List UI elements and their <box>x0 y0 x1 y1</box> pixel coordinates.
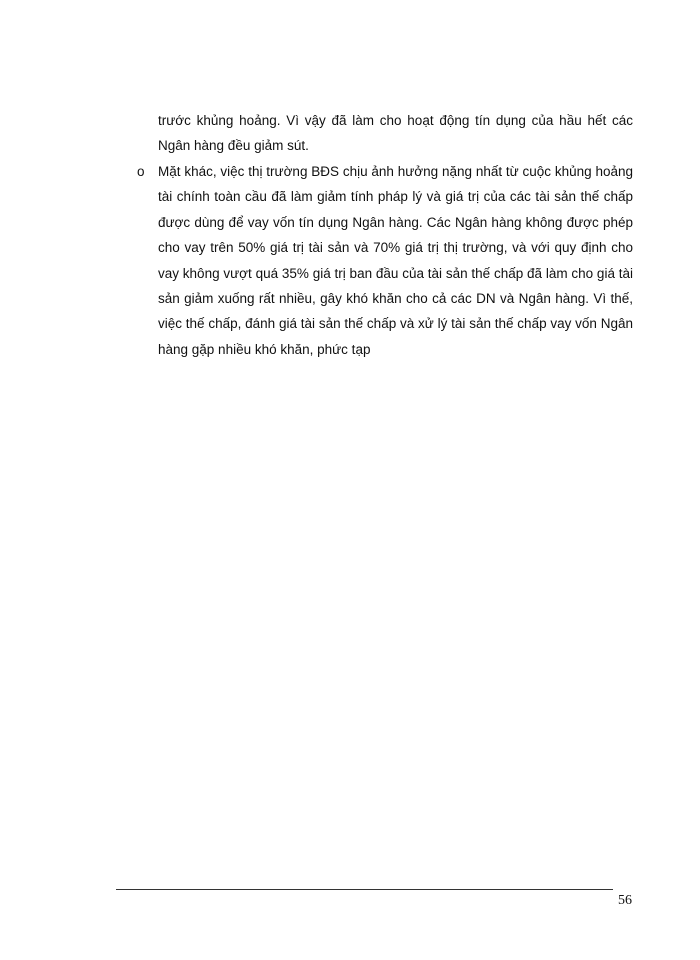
bullet-paragraph: Mặt khác, việc thị trường BĐS chịu ảnh hưởng nặng nhất từ cuộc khủng hoảng tài chính toàn cầu đã làm giảm tính pháp lý và giá trị của các tài sản thế chấp được dùng để vay vốn tín dụng Ngân hàng. Các Ngân hàng không được phép cho vay trên 50% giá trị tài sản và 70% giá trị thị trường, và với quy định cho vay không vượt quá 35% giá trị ban đầu của tài sản thế chấp đã làm cho giá tài sản giảm xuống rất nhiều, gây khó khăn cho cả các DN và Ngân hàng. Vì thế, việc thế chấp, đánh giá tài sản thế chấp và xử lý tài sản thế chấp vay vốn Ngân hàng gặp nhiều khó khăn, phức tạp <box>158 164 633 357</box>
page-number: 56 <box>618 893 632 908</box>
footer-divider <box>116 889 613 890</box>
bullet-marker: o <box>137 164 145 179</box>
continued-paragraph: trước khủng hoảng. Vì vậy đã làm cho hoạt động tín dụng của hầu hết các Ngân hàng đều giảm sút. <box>158 113 633 154</box>
